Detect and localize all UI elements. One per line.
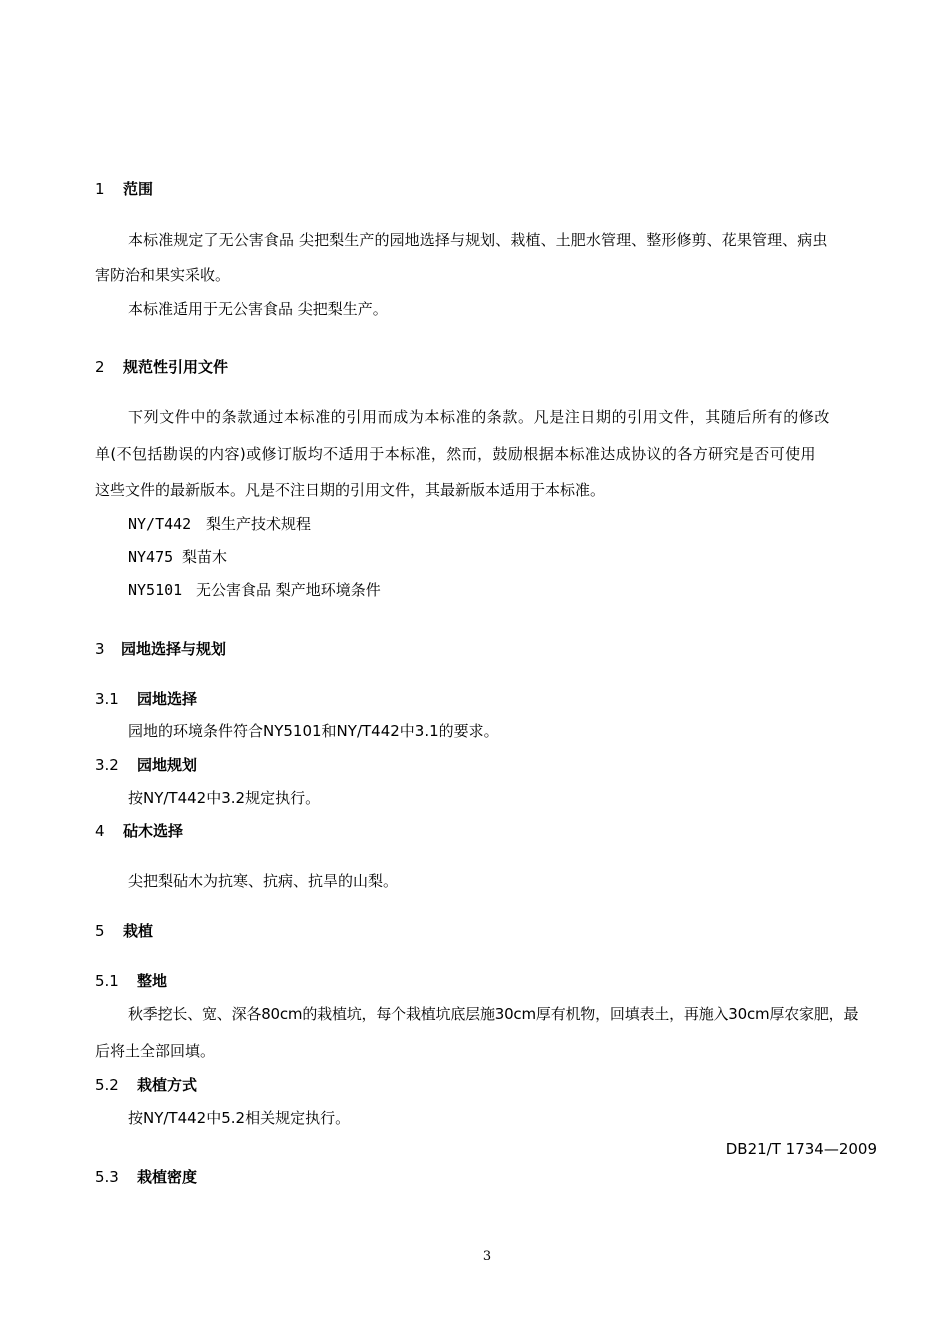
paragraph: 单(不包括勘误的内容)或修订版均不适用于本标准，然而，鼓励根据本标准达成协议的各方研究是否可使用 [95, 445, 816, 463]
paragraph: 按NY/T442中5.2相关规定执行。 [128, 1109, 351, 1127]
page-number: 3 [482, 1249, 492, 1264]
reference-title: 梨生产技术规程 [206, 515, 312, 533]
subsection-5-2-heading [95, 1074, 197, 1095]
paragraph: 这些文件的最新版本。凡是不注日期的引用文件，其最新版本适用于本标准。 [95, 481, 606, 499]
section-title: 整地 [137, 972, 168, 990]
section-number: 2 [95, 358, 105, 376]
paragraph: 害防治和果实采收。 [95, 266, 231, 284]
section-number: 4 [95, 822, 105, 840]
reference-title: 无公害食品 梨产地环境条件 [196, 581, 381, 599]
paragraph: 园地的环境条件符合NY5101和NY/T442中3.1的要求。 [128, 722, 499, 740]
section-title: 范围 [123, 180, 154, 198]
subsection-5-3-heading [95, 1166, 197, 1187]
section-5-heading [95, 920, 153, 941]
section-title: 园地选择与规划 [121, 640, 227, 658]
section-4-heading [95, 820, 183, 841]
section-title: 栽植密度 [137, 1168, 198, 1186]
reference-code: NY/T442 [128, 515, 192, 533]
subsection-3-1-heading [95, 688, 197, 709]
paragraph: 按NY/T442中3.2规定执行。 [128, 789, 321, 807]
section-title: 规范性引用文件 [123, 358, 229, 376]
section-number: 5.1 [95, 972, 119, 990]
paragraph: 后将土全部回填。 [95, 1042, 216, 1060]
reference-title: 梨苗木 [182, 548, 228, 566]
section-title: 砧木选择 [123, 822, 184, 840]
section-number: 5.2 [95, 1076, 119, 1094]
section-title: 园地规划 [137, 756, 198, 774]
section-number: 3 [95, 640, 105, 658]
section-number: 1 [95, 180, 105, 198]
section-1-heading [95, 178, 153, 199]
reference-item [128, 513, 311, 534]
section-number: 5.3 [95, 1168, 119, 1186]
standard-code: DB21/T 1734—2009 [725, 1140, 877, 1158]
section-number: 3.1 [95, 690, 119, 708]
section-number: 5 [95, 922, 105, 940]
paragraph: 本标准规定了无公害食品 尖把梨生产的园地选择与规划、栽植、土肥水管理、整形修剪、花果管理、病虫 [128, 231, 828, 249]
paragraph: 下列文件中的条款通过本标准的引用而成为本标准的条款。凡是注日期的引用文件，其随后所有的修改 [128, 408, 831, 426]
section-3-heading [95, 638, 226, 659]
paragraph: 尖把梨砧木为抗寒、抗病、抗旱的山梨。 [128, 872, 399, 890]
reference-code: NY475 [128, 548, 174, 566]
section-title: 栽植方式 [137, 1076, 198, 1094]
section-title: 园地选择 [137, 690, 198, 708]
reference-item [128, 579, 381, 600]
section-2-heading [95, 356, 228, 377]
paragraph: 本标准适用于无公害食品 尖把梨生产。 [128, 300, 388, 318]
subsection-3-2-heading [95, 754, 197, 775]
reference-item [128, 546, 227, 567]
section-title: 栽植 [123, 922, 154, 940]
section-number: 3.2 [95, 756, 119, 774]
subsection-5-1-heading [95, 970, 167, 991]
paragraph: 秋季挖长、宽、深各80cm的栽植坑，每个栽植坑底层施30cm厚有机物，回填表土，再施入30cm厚农家肥，最 [128, 1005, 859, 1023]
reference-code: NY5101 [128, 581, 183, 599]
